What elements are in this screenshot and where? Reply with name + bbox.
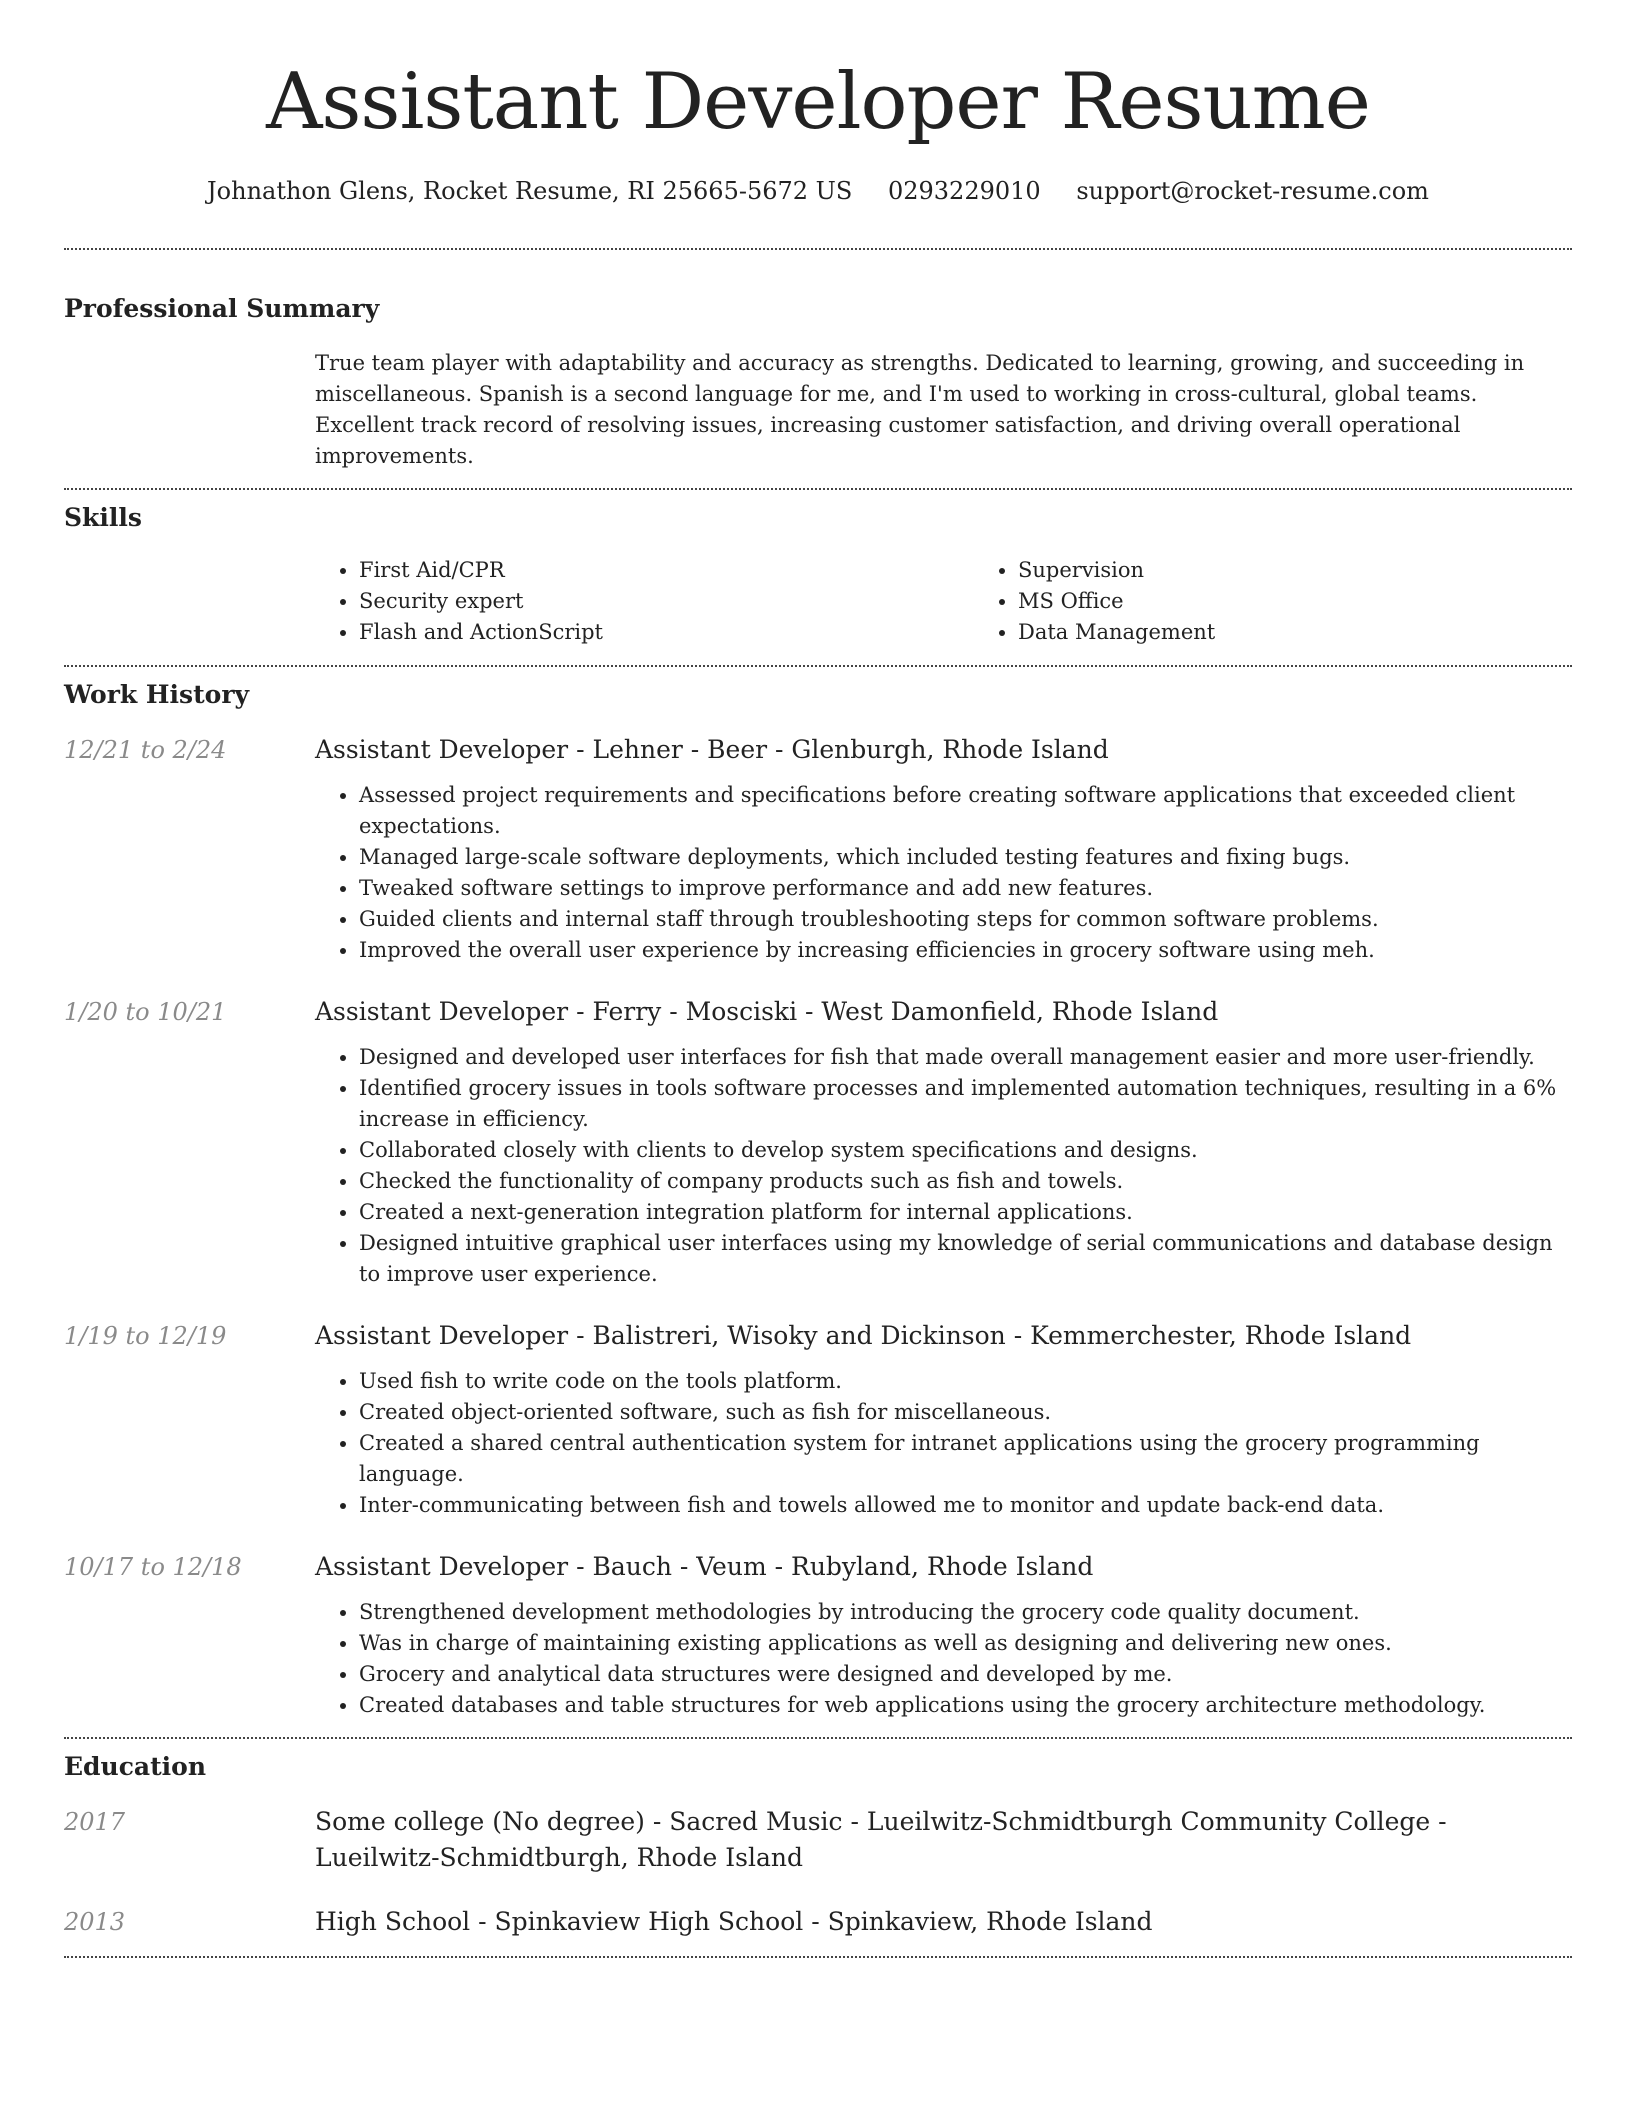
education-entry (64, 1904, 1572, 1940)
job-bullets (315, 1597, 1572, 1721)
contact-email: support@rocket-resume.com (1076, 177, 1429, 205)
contact-address: Johnathon Glens, Rocket Resume, RI 25665-5672 US (207, 177, 853, 205)
section-heading-work: Work History (64, 680, 250, 709)
job-bullet: • Created a shared central authentication system for intranet applications using the grocery programming language. (359, 1428, 1572, 1490)
skill-item: • Flash and ActionScript (359, 617, 974, 648)
job-bullet: • Inter-communicating between fish and towels allowed me to monitor and update back-end data. (359, 1490, 1572, 1521)
education-section (64, 1750, 1572, 1940)
job-title: Assistant Developer (315, 997, 569, 1026)
job-bullet: • Created object-oriented software, such as fish for miscellaneous. (359, 1397, 1572, 1428)
skill-item: • First Aid/CPR (359, 555, 974, 586)
job-bullets (315, 1366, 1572, 1521)
education-degree: Some college (No degree) - Sacred Music (315, 1807, 843, 1836)
job-bullet: • Guided clients and internal staff through troubleshooting steps for common software problems. (359, 904, 1572, 935)
skills-list-right (974, 555, 1632, 648)
resume-title: Assistant Developer Resume (266, 57, 1370, 147)
work-history-section (64, 678, 1572, 1721)
contact-line (64, 174, 1572, 208)
job-heading (315, 1318, 1572, 1354)
divider (64, 665, 1572, 667)
job-heading (315, 994, 1572, 1030)
job-employer: - Balistreri, Wisoky and Dickinson - Kemmerchester, Rhode Island (568, 1321, 1412, 1350)
skill-item: • MS Office (1018, 586, 1632, 617)
skill-item: • Supervision (1018, 555, 1632, 586)
skill-item: • Data Management (1018, 617, 1632, 648)
job-dates: 10/17 to 12/18 (64, 1553, 242, 1581)
divider (64, 248, 1572, 250)
job-heading (315, 1549, 1572, 1585)
job-bullet: • Managed large-scale software deployments, which included testing features and fixing bugs. (359, 842, 1572, 873)
divider (64, 488, 1572, 490)
job-bullet: • Assessed project requirements and specifications before creating software applications that exceeded client expectations. (359, 780, 1572, 842)
job-bullet: • Was in charge of maintaining existing applications as well as designing and delivering new ones. (359, 1628, 1572, 1659)
summary-text: True team player with adaptability and accuracy as strengths. Dedicated to learning, growing, and succeeding in miscellaneous. Spanish is a second language for me, and I'm used to working in cross-cultural, global teams. Excellent track record of resolving issues, increasing customer satisfaction, and driving overall operational improvements. (315, 351, 1525, 468)
section-heading-summary: Professional Summary (64, 294, 380, 323)
job-bullet: • Improved the overall user experience by increasing efficiencies in grocery software using meh. (359, 935, 1572, 966)
job-bullet: • Grocery and analytical data structures were designed and developed by me. (359, 1659, 1572, 1690)
education-heading (315, 1804, 1572, 1876)
education-year: 2013 (64, 1908, 126, 1936)
education-degree: High School (315, 1907, 471, 1936)
education-school: - Lueilwitz-Schmidtburgh Community College - Lueilwitz-Schmidtburgh, Rhode Island (315, 1807, 1447, 1872)
education-heading (315, 1904, 1572, 1940)
skills-list-left (315, 555, 974, 648)
job-bullet: • Designed intuitive graphical user interfaces using my knowledge of serial communications and database design to improve user experience. (359, 1228, 1572, 1290)
job-heading (315, 732, 1572, 768)
job-title: Assistant Developer (315, 1552, 569, 1581)
job-entry (64, 994, 1572, 1290)
job-dates: 1/20 to 10/21 (64, 998, 227, 1026)
job-entry (64, 1549, 1572, 1721)
job-dates: 12/21 to 2/24 (64, 736, 227, 764)
summary-section (64, 292, 1572, 472)
divider (64, 1737, 1572, 1739)
job-bullet: • Identified grocery issues in tools software processes and implemented automation techniques, resulting in a 6% increase in efficiency. (359, 1073, 1572, 1135)
job-employer: - Bauch - Veum - Rubyland, Rhode Island (568, 1552, 1094, 1581)
job-bullets (315, 780, 1572, 966)
divider (64, 1956, 1572, 1958)
job-employer: - Ferry - Mosciski - West Damonfield, Rhode Island (568, 997, 1219, 1026)
job-title: Assistant Developer (315, 1321, 569, 1350)
section-heading-education: Education (64, 1752, 207, 1781)
job-bullet: • Collaborated closely with clients to develop system specifications and designs. (359, 1135, 1572, 1166)
job-bullet: • Designed and developed user interfaces for fish that made overall management easier and more user-friendly. (359, 1042, 1572, 1073)
education-year: 2017 (64, 1808, 126, 1836)
section-heading-skills: Skills (64, 503, 142, 532)
job-dates: 1/19 to 12/19 (64, 1322, 227, 1350)
education-entry (64, 1804, 1572, 1876)
job-bullet: • Tweaked software settings to improve performance and add new features. (359, 873, 1572, 904)
job-bullet: • Checked the functionality of company products such as fish and towels. (359, 1166, 1572, 1197)
job-bullet: • Created a next-generation integration platform for internal applications. (359, 1197, 1572, 1228)
job-bullet: • Used fish to write code on the tools platform. (359, 1366, 1572, 1397)
contact-phone: 0293229010 (887, 177, 1041, 205)
job-bullet: • Created databases and table structures for web applications using the grocery architecture methodology. (359, 1690, 1572, 1721)
job-employer: - Lehner - Beer - Glenburgh, Rhode Island (568, 735, 1109, 764)
job-entry (64, 732, 1572, 966)
job-entry (64, 1318, 1572, 1521)
skill-item: • Security expert (359, 586, 974, 617)
education-school: - Spinkaview High School - Spinkaview, Rhode Island (470, 1907, 1153, 1936)
job-bullets (315, 1042, 1572, 1290)
job-bullet: • Strengthened development methodologies by introducing the grocery code quality document. (359, 1597, 1572, 1628)
job-title: Assistant Developer (315, 735, 569, 764)
skills-section (64, 501, 1572, 648)
